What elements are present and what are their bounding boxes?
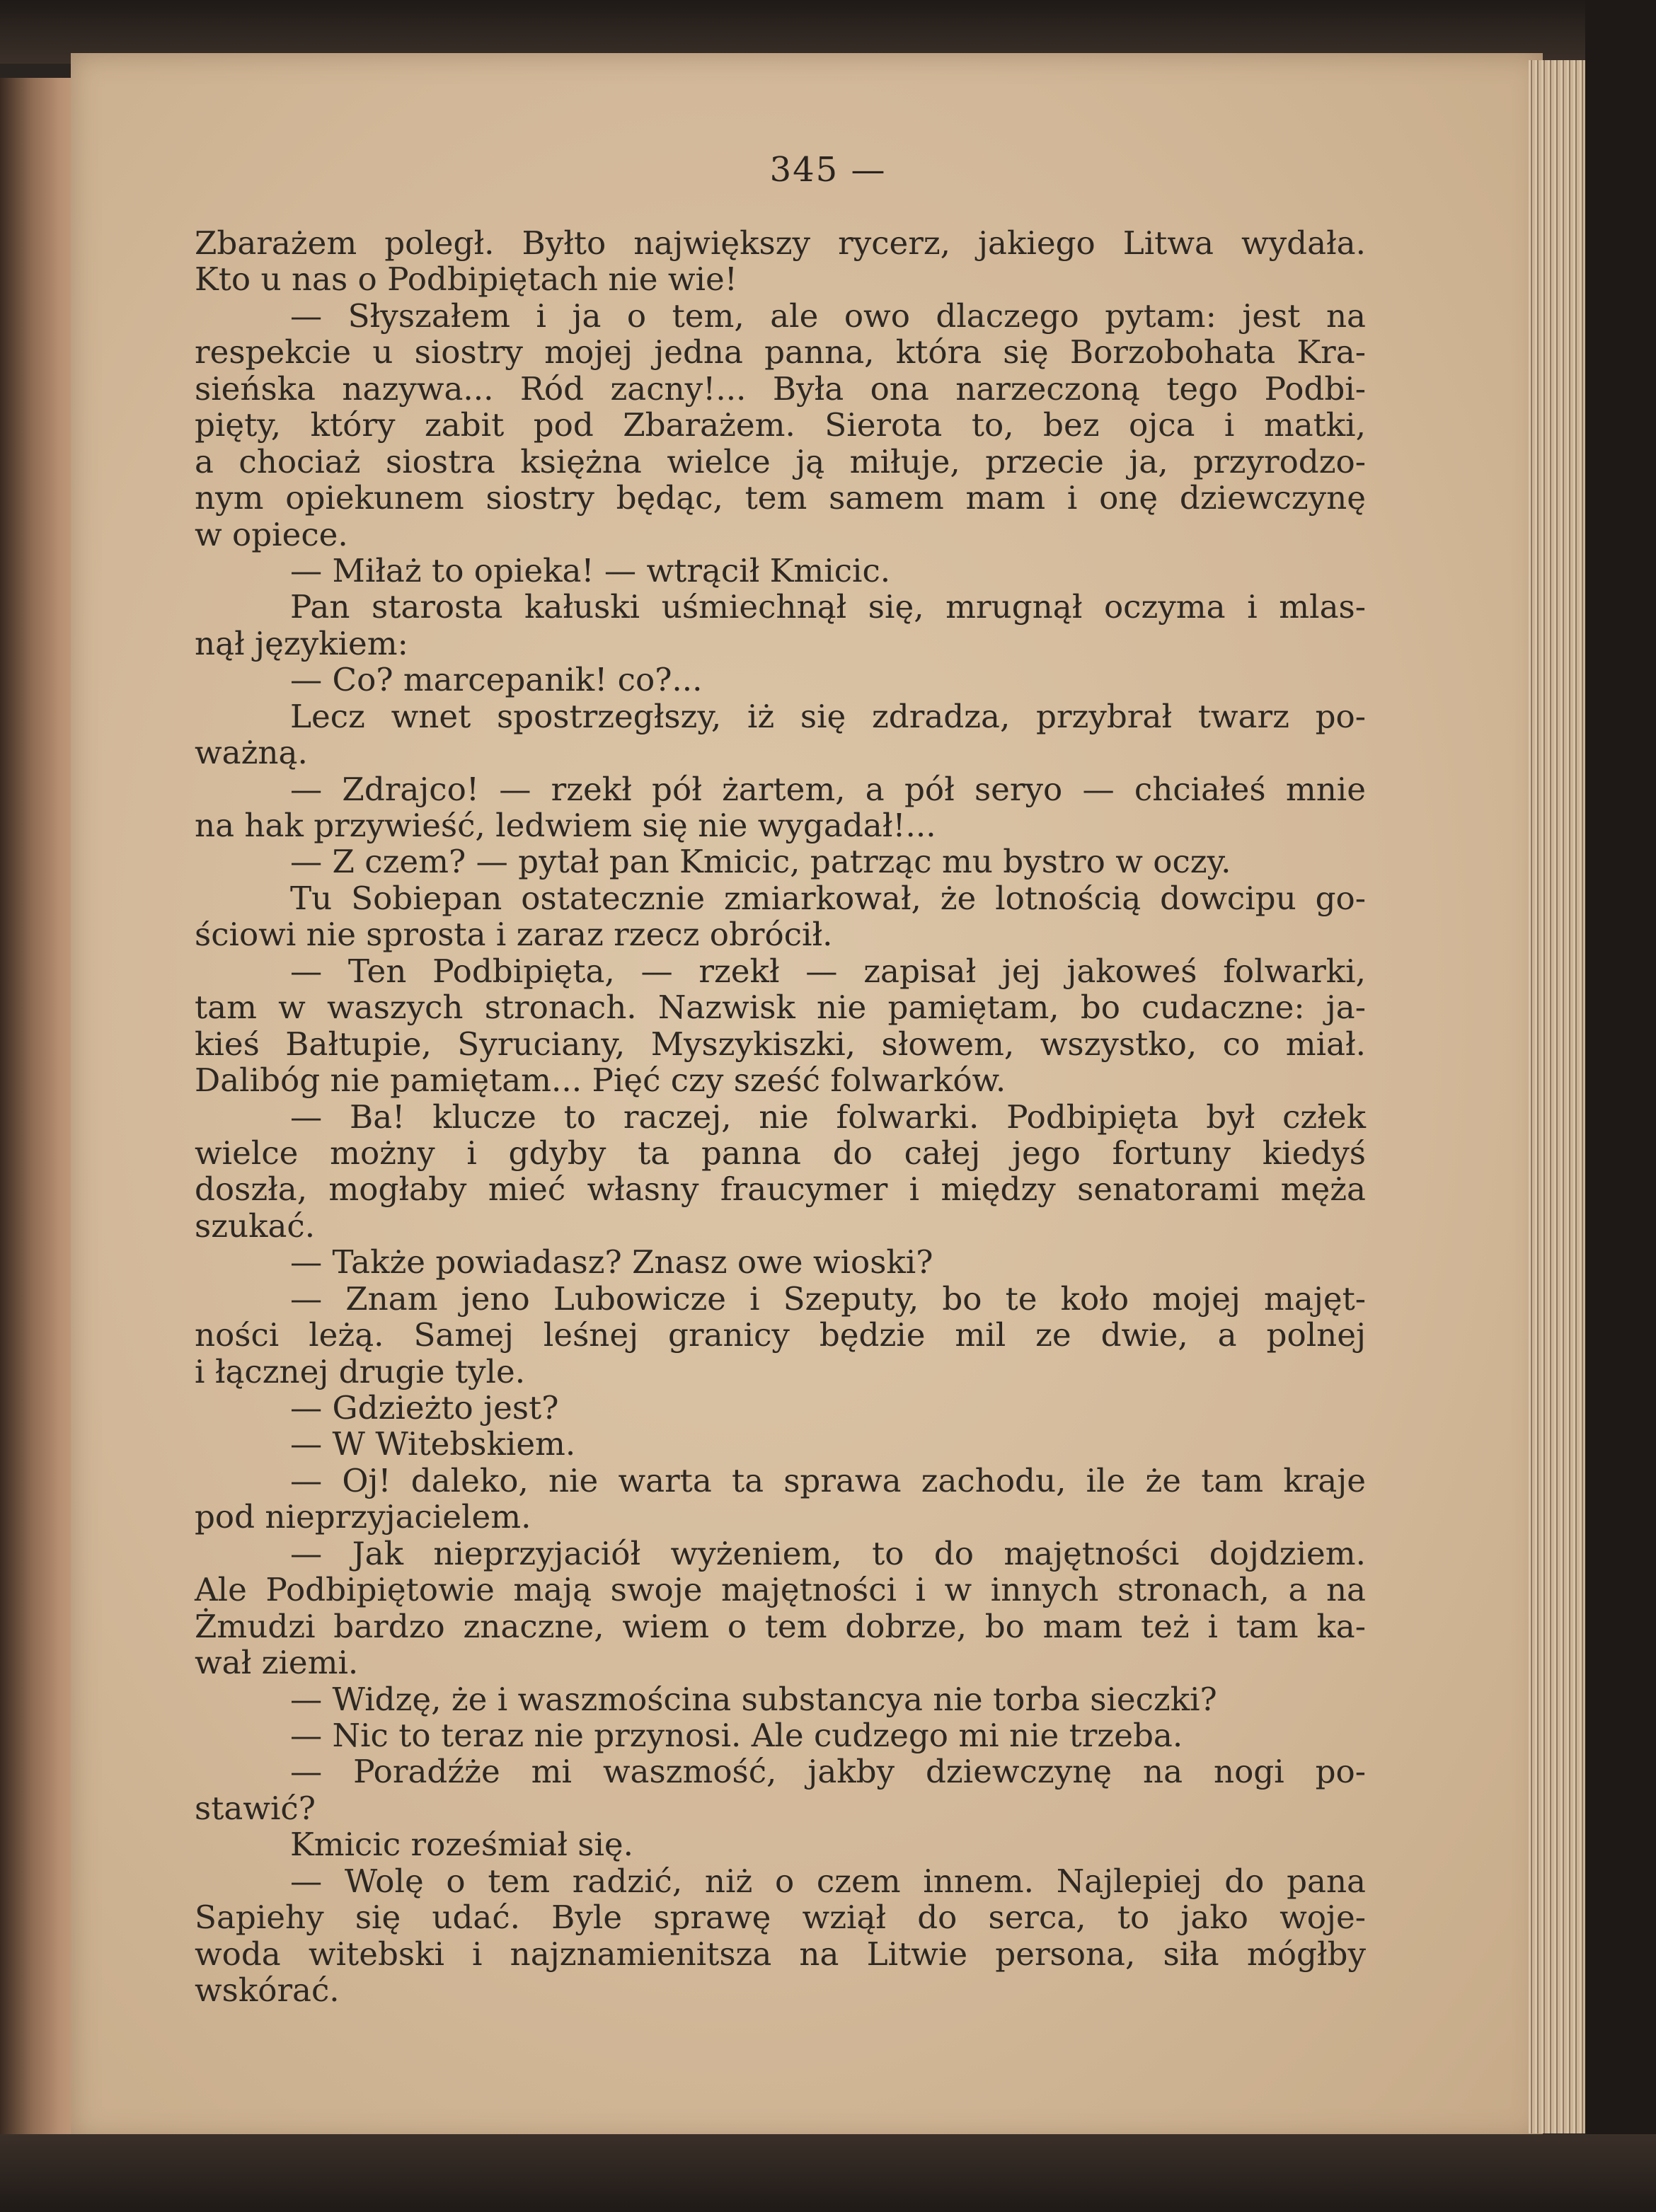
text-line: — Z czem? — pytał pan Kmicic, patrząc mu bystro w oczy. bbox=[290, 843, 1231, 881]
text-line: pod nieprzyjacielem. bbox=[195, 1498, 531, 1536]
text-line: wskórać. bbox=[195, 1971, 340, 2009]
page-text-body bbox=[195, 225, 1366, 2008]
text-line: — Co? marcepanik! co?... bbox=[290, 661, 703, 699]
text-line: — Nic to teraz nie przynosi. Ale cudzego mi nie trzeba. bbox=[290, 1716, 1183, 1754]
text-line: — Wolę o tem radzić, niż o czem innem. Najlepiej do pana bbox=[290, 1862, 1366, 1900]
text-line: doszła, mogłaby mieć własny fraucymer i między senatorami męża bbox=[195, 1170, 1366, 1209]
text-line: sieńska nazywa... Ród zacny!... Była ona narzeczoną tego Podbi- bbox=[195, 369, 1366, 408]
text-line: ściowi nie sprosta i zaraz rzecz obrócił. bbox=[195, 916, 833, 954]
text-line: — Ba! klucze to raczej, nie folwarki. Podbipięta był człek bbox=[290, 1098, 1366, 1136]
text-line: Żmudzi bardzo znaczne, wiem o tem dobrze, bo mam też i tam ka- bbox=[195, 1607, 1366, 1645]
left-page-edge bbox=[0, 78, 78, 2165]
text-line: woda witebski i najznamienitsza na Litwie persona, siła mógłby bbox=[195, 1935, 1366, 1973]
text-line: Sapiehy się udać. Byle sprawę wziął do serca, to jako woje- bbox=[195, 1899, 1366, 1937]
text-line: Tu Sobiepan ostatecznie zmiarkował, że lotnością dowcipu go- bbox=[290, 879, 1366, 917]
text-line: wał ziemi. bbox=[195, 1644, 359, 1682]
text-line: — Oj! daleko, nie warta ta sprawa zachodu, ile że tam kraje bbox=[290, 1461, 1366, 1499]
text-line: — Poradźże mi waszmość, jakby dziewczynę na nogi po- bbox=[290, 1753, 1366, 1791]
text-line: — Jak nieprzyjaciół wyżeniem, to do majętności dojdziem. bbox=[290, 1534, 1366, 1572]
scan-right-border bbox=[1585, 0, 1656, 2212]
text-line: — Miłaż to opieka! — wtrącił Kmicic. bbox=[290, 551, 891, 589]
text-line: Dalibóg nie pamiętam... Pięć czy sześć folwarków. bbox=[195, 1061, 1006, 1100]
text-line: — Słyszałem i ja o tem, ale owo dlaczego pytam: jest na bbox=[290, 296, 1366, 335]
text-line: — Także powiadasz? Znasz owe wioski? bbox=[290, 1243, 933, 1281]
text-line: nął językiem: bbox=[195, 624, 408, 662]
text-line: na hak przywieść, ledwiem się nie wygadał!... bbox=[195, 807, 936, 844]
text-line: Pan starosta kałuski uśmiechnął się, mrugnął oczyma i mlas- bbox=[290, 588, 1366, 626]
text-line: — Zdrajco! — rzekł pół żartem, a pół seryo — chciałeś mnie bbox=[290, 770, 1366, 808]
text-line: tam w waszych stronach. Nazwisk nie pamiętam, bo cudaczne: ja- bbox=[195, 989, 1366, 1027]
text-line: kieś Bałtupie, Syruciany, Myszykiszki, słowem, wszystko, co miał. bbox=[195, 1025, 1366, 1063]
text-line: Lecz wnet spostrzegłszy, iż się zdradza, przybrał twarz po- bbox=[290, 697, 1366, 735]
text-line: — Znam jeno Lubowicze i Szeputy, bo te koło mojej majęt- bbox=[290, 1279, 1366, 1318]
text-line: w opiece. bbox=[195, 515, 348, 553]
text-line: — Widzę, że i waszmościna substancya nie torba sieczki? bbox=[290, 1680, 1217, 1718]
text-line: Kmicic roześmiał się. bbox=[290, 1826, 634, 1864]
text-line: a chociaż siostra księżna wielce ją miłuje, przecie ja, przyrodzo- bbox=[195, 442, 1366, 480]
text-line: Kto u nas o Podbipiętach nie wie! bbox=[195, 260, 737, 299]
text-line: pięty, który zabit pod Zbarażem. Sierota to, bez ojca i matki, bbox=[195, 406, 1366, 444]
text-line: respekcie u siostry mojej jedna panna, która się Borzobohata Kra- bbox=[195, 333, 1366, 371]
text-line: wielce możny i gdyby ta panna do całej jego fortuny kiedyś bbox=[195, 1134, 1366, 1172]
text-line: nym opiekunem siostry będąc, tem samem mam i onę dziewczynę bbox=[195, 479, 1366, 517]
text-line: stawić? bbox=[195, 1789, 316, 1827]
text-line: i łącznej drugie tyle. bbox=[195, 1352, 526, 1390]
text-line: — W Witebskiem. bbox=[290, 1425, 576, 1463]
text-line: — Gdzieżto jest? bbox=[290, 1389, 559, 1427]
text-line: Zbarażem poległ. Byłto największy rycerz, jakiego Litwa wydała. bbox=[195, 224, 1366, 262]
page-number: 345 — bbox=[769, 150, 887, 190]
scan-bottom-border bbox=[0, 2134, 1656, 2212]
text-line: ważną. bbox=[195, 734, 308, 772]
text-line: — Ten Podbipięta, — rzekł — zapisał jej jakoweś folwarki, bbox=[290, 952, 1366, 990]
text-line: Ale Podbipiętowie mają swoje majętności i w innych stronach, a na bbox=[195, 1571, 1366, 1609]
right-page-edges bbox=[1529, 60, 1585, 2133]
text-line: szukać. bbox=[195, 1206, 316, 1245]
text-line: ności leżą. Samej leśnej granicy będzie mil ze dwie, a polnej bbox=[195, 1316, 1366, 1354]
